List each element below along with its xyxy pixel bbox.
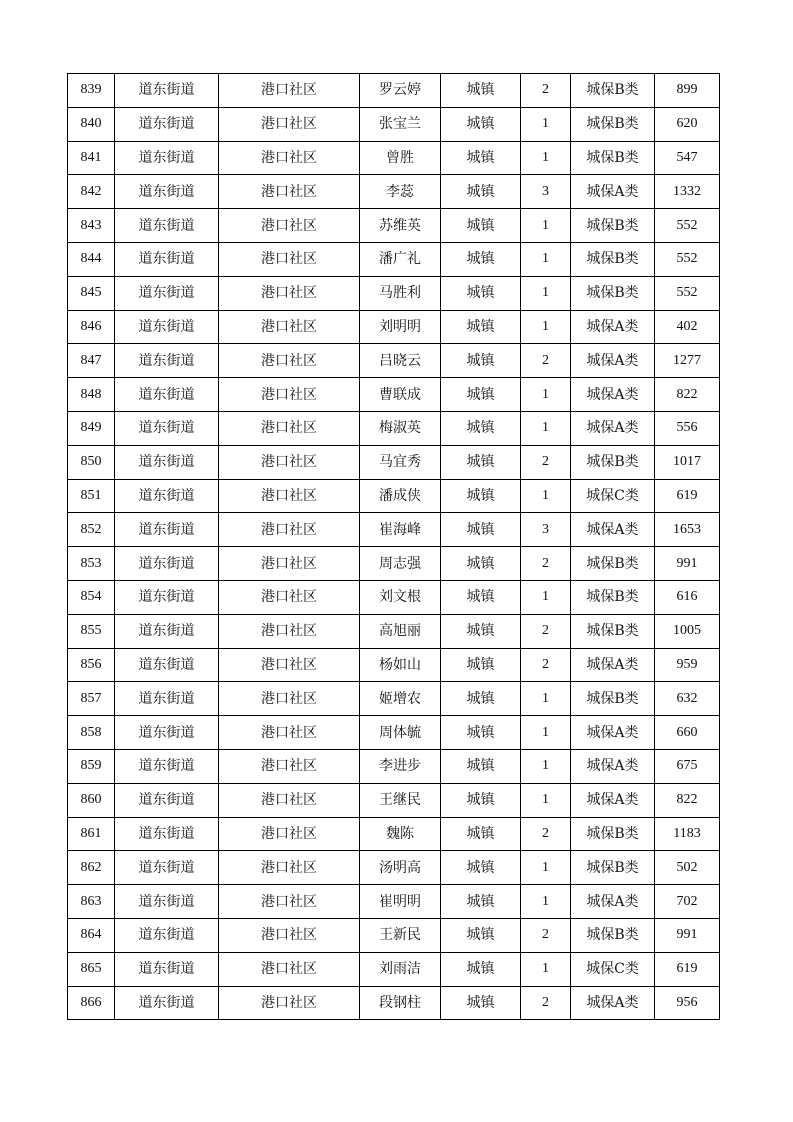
community-cell: 港口社区 bbox=[219, 986, 360, 1020]
table-row bbox=[68, 918, 720, 952]
household-type-cell: 城镇 bbox=[441, 580, 521, 614]
monthly-amount-cell: 956 bbox=[655, 986, 720, 1020]
family-size-cell: 1 bbox=[521, 580, 571, 614]
subdistrict-cell: 道东街道 bbox=[115, 885, 219, 919]
table-row bbox=[68, 513, 720, 547]
subdistrict-cell: 道东街道 bbox=[115, 783, 219, 817]
resident-name-cell: 汤明高 bbox=[360, 851, 441, 885]
resident-name-cell: 刘雨洁 bbox=[360, 952, 441, 986]
table-row bbox=[68, 682, 720, 716]
household-type-cell: 城镇 bbox=[441, 682, 521, 716]
resident-name-cell: 马宜秀 bbox=[360, 445, 441, 479]
household-type-cell: 城镇 bbox=[441, 783, 521, 817]
monthly-amount-cell: 702 bbox=[655, 885, 720, 919]
table-row bbox=[68, 952, 720, 986]
assistance-category-cell: 城保B类 bbox=[571, 74, 655, 108]
assistance-category-cell: 城保B类 bbox=[571, 918, 655, 952]
assistance-category-cell: 城保C类 bbox=[571, 952, 655, 986]
record-number-cell: 848 bbox=[68, 378, 115, 412]
assistance-category-cell: 城保B类 bbox=[571, 445, 655, 479]
table-row bbox=[68, 209, 720, 243]
community-cell: 港口社区 bbox=[219, 411, 360, 445]
record-number-cell: 841 bbox=[68, 141, 115, 175]
monthly-amount-cell: 552 bbox=[655, 242, 720, 276]
monthly-amount-cell: 619 bbox=[655, 952, 720, 986]
subdistrict-cell: 道东街道 bbox=[115, 411, 219, 445]
family-size-cell: 1 bbox=[521, 749, 571, 783]
subdistrict-cell: 道东街道 bbox=[115, 310, 219, 344]
assistance-category-cell: 城保B类 bbox=[571, 209, 655, 243]
community-cell: 港口社区 bbox=[219, 716, 360, 750]
subdistrict-cell: 道东街道 bbox=[115, 817, 219, 851]
assistance-category-cell: 城保A类 bbox=[571, 513, 655, 547]
subdistrict-cell: 道东街道 bbox=[115, 209, 219, 243]
table-row bbox=[68, 310, 720, 344]
record-number-cell: 845 bbox=[68, 276, 115, 310]
resident-name-cell: 张宝兰 bbox=[360, 107, 441, 141]
monthly-amount-cell: 547 bbox=[655, 141, 720, 175]
subdistrict-cell: 道东街道 bbox=[115, 513, 219, 547]
community-cell: 港口社区 bbox=[219, 107, 360, 141]
community-cell: 港口社区 bbox=[219, 918, 360, 952]
table-row bbox=[68, 175, 720, 209]
household-type-cell: 城镇 bbox=[441, 918, 521, 952]
resident-name-cell: 崔海峰 bbox=[360, 513, 441, 547]
monthly-amount-cell: 620 bbox=[655, 107, 720, 141]
assistance-category-cell: 城保B类 bbox=[571, 851, 655, 885]
assistance-category-cell: 城保A类 bbox=[571, 885, 655, 919]
family-size-cell: 1 bbox=[521, 310, 571, 344]
assistance-category-cell: 城保B类 bbox=[571, 817, 655, 851]
record-number-cell: 842 bbox=[68, 175, 115, 209]
family-size-cell: 2 bbox=[521, 445, 571, 479]
record-number-cell: 860 bbox=[68, 783, 115, 817]
community-cell: 港口社区 bbox=[219, 310, 360, 344]
record-number-cell: 844 bbox=[68, 242, 115, 276]
table-row bbox=[68, 648, 720, 682]
subdistrict-cell: 道东街道 bbox=[115, 851, 219, 885]
family-size-cell: 2 bbox=[521, 648, 571, 682]
table-row bbox=[68, 107, 720, 141]
subdistrict-cell: 道东街道 bbox=[115, 74, 219, 108]
community-cell: 港口社区 bbox=[219, 547, 360, 581]
community-cell: 港口社区 bbox=[219, 648, 360, 682]
family-size-cell: 1 bbox=[521, 682, 571, 716]
family-size-cell: 1 bbox=[521, 411, 571, 445]
subdistrict-cell: 道东街道 bbox=[115, 648, 219, 682]
table-row bbox=[68, 479, 720, 513]
assistance-category-cell: 城保B类 bbox=[571, 547, 655, 581]
monthly-amount-cell: 675 bbox=[655, 749, 720, 783]
household-type-cell: 城镇 bbox=[441, 445, 521, 479]
household-type-cell: 城镇 bbox=[441, 986, 521, 1020]
table-row bbox=[68, 276, 720, 310]
family-size-cell: 2 bbox=[521, 74, 571, 108]
subdistrict-cell: 道东街道 bbox=[115, 614, 219, 648]
record-number-cell: 865 bbox=[68, 952, 115, 986]
community-cell: 港口社区 bbox=[219, 141, 360, 175]
community-cell: 港口社区 bbox=[219, 682, 360, 716]
table-row bbox=[68, 242, 720, 276]
record-number-cell: 856 bbox=[68, 648, 115, 682]
resident-name-cell: 周体毓 bbox=[360, 716, 441, 750]
table-row bbox=[68, 547, 720, 581]
household-type-cell: 城镇 bbox=[441, 411, 521, 445]
community-cell: 港口社区 bbox=[219, 445, 360, 479]
household-type-cell: 城镇 bbox=[441, 547, 521, 581]
assistance-category-cell: 城保B类 bbox=[571, 141, 655, 175]
table-row bbox=[68, 885, 720, 919]
community-cell: 港口社区 bbox=[219, 242, 360, 276]
table-body bbox=[68, 74, 720, 1020]
resident-name-cell: 苏维英 bbox=[360, 209, 441, 243]
monthly-amount-cell: 616 bbox=[655, 580, 720, 614]
record-number-cell: 851 bbox=[68, 479, 115, 513]
household-type-cell: 城镇 bbox=[441, 479, 521, 513]
table-row bbox=[68, 716, 720, 750]
household-type-cell: 城镇 bbox=[441, 74, 521, 108]
record-number-cell: 853 bbox=[68, 547, 115, 581]
household-type-cell: 城镇 bbox=[441, 141, 521, 175]
community-cell: 港口社区 bbox=[219, 276, 360, 310]
monthly-amount-cell: 1277 bbox=[655, 344, 720, 378]
assistance-category-cell: 城保B类 bbox=[571, 276, 655, 310]
table-row bbox=[68, 580, 720, 614]
subdistrict-cell: 道东街道 bbox=[115, 276, 219, 310]
record-number-cell: 847 bbox=[68, 344, 115, 378]
table-row bbox=[68, 614, 720, 648]
resident-name-cell: 李进步 bbox=[360, 749, 441, 783]
resident-name-cell: 曹联成 bbox=[360, 378, 441, 412]
record-number-cell: 840 bbox=[68, 107, 115, 141]
record-number-cell: 854 bbox=[68, 580, 115, 614]
assistance-category-cell: 城保A类 bbox=[571, 749, 655, 783]
beneficiary-table bbox=[67, 73, 720, 1020]
subdistrict-cell: 道东街道 bbox=[115, 175, 219, 209]
assistance-category-cell: 城保B类 bbox=[571, 580, 655, 614]
subdistrict-cell: 道东街道 bbox=[115, 918, 219, 952]
subdistrict-cell: 道东街道 bbox=[115, 445, 219, 479]
family-size-cell: 1 bbox=[521, 851, 571, 885]
record-number-cell: 859 bbox=[68, 749, 115, 783]
table-row bbox=[68, 378, 720, 412]
monthly-amount-cell: 959 bbox=[655, 648, 720, 682]
record-number-cell: 862 bbox=[68, 851, 115, 885]
record-number-cell: 863 bbox=[68, 885, 115, 919]
community-cell: 港口社区 bbox=[219, 479, 360, 513]
assistance-category-cell: 城保A类 bbox=[571, 716, 655, 750]
family-size-cell: 2 bbox=[521, 986, 571, 1020]
table-row bbox=[68, 344, 720, 378]
community-cell: 港口社区 bbox=[219, 74, 360, 108]
subdistrict-cell: 道东街道 bbox=[115, 344, 219, 378]
household-type-cell: 城镇 bbox=[441, 276, 521, 310]
family-size-cell: 2 bbox=[521, 614, 571, 648]
community-cell: 港口社区 bbox=[219, 580, 360, 614]
subdistrict-cell: 道东街道 bbox=[115, 242, 219, 276]
community-cell: 港口社区 bbox=[219, 885, 360, 919]
record-number-cell: 858 bbox=[68, 716, 115, 750]
resident-name-cell: 刘明明 bbox=[360, 310, 441, 344]
assistance-category-cell: 城保B类 bbox=[571, 242, 655, 276]
subdistrict-cell: 道东街道 bbox=[115, 107, 219, 141]
family-size-cell: 1 bbox=[521, 209, 571, 243]
household-type-cell: 城镇 bbox=[441, 175, 521, 209]
assistance-category-cell: 城保A类 bbox=[571, 378, 655, 412]
household-type-cell: 城镇 bbox=[441, 209, 521, 243]
assistance-category-cell: 城保C类 bbox=[571, 479, 655, 513]
family-size-cell: 1 bbox=[521, 885, 571, 919]
subdistrict-cell: 道东街道 bbox=[115, 580, 219, 614]
household-type-cell: 城镇 bbox=[441, 851, 521, 885]
monthly-amount-cell: 822 bbox=[655, 783, 720, 817]
community-cell: 港口社区 bbox=[219, 209, 360, 243]
household-type-cell: 城镇 bbox=[441, 952, 521, 986]
household-type-cell: 城镇 bbox=[441, 107, 521, 141]
household-type-cell: 城镇 bbox=[441, 716, 521, 750]
resident-name-cell: 王继民 bbox=[360, 783, 441, 817]
table-row bbox=[68, 986, 720, 1020]
community-cell: 港口社区 bbox=[219, 952, 360, 986]
resident-name-cell: 李蕊 bbox=[360, 175, 441, 209]
monthly-amount-cell: 1017 bbox=[655, 445, 720, 479]
monthly-amount-cell: 660 bbox=[655, 716, 720, 750]
family-size-cell: 1 bbox=[521, 242, 571, 276]
table-row bbox=[68, 851, 720, 885]
table-row bbox=[68, 445, 720, 479]
family-size-cell: 1 bbox=[521, 479, 571, 513]
household-type-cell: 城镇 bbox=[441, 378, 521, 412]
community-cell: 港口社区 bbox=[219, 513, 360, 547]
monthly-amount-cell: 556 bbox=[655, 411, 720, 445]
monthly-amount-cell: 1332 bbox=[655, 175, 720, 209]
assistance-category-cell: 城保A类 bbox=[571, 344, 655, 378]
monthly-amount-cell: 1183 bbox=[655, 817, 720, 851]
resident-name-cell: 罗云婷 bbox=[360, 74, 441, 108]
subdistrict-cell: 道东街道 bbox=[115, 547, 219, 581]
record-number-cell: 839 bbox=[68, 74, 115, 108]
assistance-category-cell: 城保A类 bbox=[571, 648, 655, 682]
record-number-cell: 846 bbox=[68, 310, 115, 344]
resident-name-cell: 段钢柱 bbox=[360, 986, 441, 1020]
assistance-category-cell: 城保A类 bbox=[571, 986, 655, 1020]
monthly-amount-cell: 991 bbox=[655, 547, 720, 581]
assistance-category-cell: 城保A类 bbox=[571, 411, 655, 445]
record-number-cell: 866 bbox=[68, 986, 115, 1020]
subdistrict-cell: 道东街道 bbox=[115, 378, 219, 412]
family-size-cell: 1 bbox=[521, 783, 571, 817]
resident-name-cell: 潘广礼 bbox=[360, 242, 441, 276]
monthly-amount-cell: 552 bbox=[655, 276, 720, 310]
subdistrict-cell: 道东街道 bbox=[115, 479, 219, 513]
resident-name-cell: 王新民 bbox=[360, 918, 441, 952]
subdistrict-cell: 道东街道 bbox=[115, 716, 219, 750]
monthly-amount-cell: 552 bbox=[655, 209, 720, 243]
community-cell: 港口社区 bbox=[219, 378, 360, 412]
monthly-amount-cell: 991 bbox=[655, 918, 720, 952]
family-size-cell: 3 bbox=[521, 175, 571, 209]
resident-name-cell: 杨如山 bbox=[360, 648, 441, 682]
family-size-cell: 3 bbox=[521, 513, 571, 547]
record-number-cell: 857 bbox=[68, 682, 115, 716]
resident-name-cell: 高旭丽 bbox=[360, 614, 441, 648]
assistance-category-cell: 城保A类 bbox=[571, 310, 655, 344]
table-row bbox=[68, 783, 720, 817]
household-type-cell: 城镇 bbox=[441, 242, 521, 276]
table-row bbox=[68, 749, 720, 783]
community-cell: 港口社区 bbox=[219, 851, 360, 885]
resident-name-cell: 姬增农 bbox=[360, 682, 441, 716]
household-type-cell: 城镇 bbox=[441, 817, 521, 851]
resident-name-cell: 刘文根 bbox=[360, 580, 441, 614]
record-number-cell: 864 bbox=[68, 918, 115, 952]
resident-name-cell: 梅淑英 bbox=[360, 411, 441, 445]
family-size-cell: 1 bbox=[521, 952, 571, 986]
monthly-amount-cell: 402 bbox=[655, 310, 720, 344]
record-number-cell: 843 bbox=[68, 209, 115, 243]
household-type-cell: 城镇 bbox=[441, 885, 521, 919]
family-size-cell: 1 bbox=[521, 141, 571, 175]
family-size-cell: 2 bbox=[521, 817, 571, 851]
record-number-cell: 850 bbox=[68, 445, 115, 479]
monthly-amount-cell: 632 bbox=[655, 682, 720, 716]
monthly-amount-cell: 502 bbox=[655, 851, 720, 885]
family-size-cell: 1 bbox=[521, 107, 571, 141]
household-type-cell: 城镇 bbox=[441, 310, 521, 344]
household-type-cell: 城镇 bbox=[441, 614, 521, 648]
family-size-cell: 1 bbox=[521, 378, 571, 412]
family-size-cell: 2 bbox=[521, 547, 571, 581]
resident-name-cell: 潘成侠 bbox=[360, 479, 441, 513]
household-type-cell: 城镇 bbox=[441, 749, 521, 783]
assistance-category-cell: 城保A类 bbox=[571, 783, 655, 817]
community-cell: 港口社区 bbox=[219, 175, 360, 209]
table-row bbox=[68, 141, 720, 175]
resident-name-cell: 周志强 bbox=[360, 547, 441, 581]
household-type-cell: 城镇 bbox=[441, 513, 521, 547]
subdistrict-cell: 道东街道 bbox=[115, 682, 219, 716]
resident-name-cell: 魏陈 bbox=[360, 817, 441, 851]
community-cell: 港口社区 bbox=[219, 783, 360, 817]
community-cell: 港口社区 bbox=[219, 344, 360, 378]
assistance-category-cell: 城保A类 bbox=[571, 175, 655, 209]
monthly-amount-cell: 899 bbox=[655, 74, 720, 108]
resident-name-cell: 马胜利 bbox=[360, 276, 441, 310]
community-cell: 港口社区 bbox=[219, 817, 360, 851]
family-size-cell: 2 bbox=[521, 918, 571, 952]
subdistrict-cell: 道东街道 bbox=[115, 141, 219, 175]
record-number-cell: 861 bbox=[68, 817, 115, 851]
monthly-amount-cell: 619 bbox=[655, 479, 720, 513]
resident-name-cell: 吕晓云 bbox=[360, 344, 441, 378]
family-size-cell: 1 bbox=[521, 716, 571, 750]
record-number-cell: 852 bbox=[68, 513, 115, 547]
table-row bbox=[68, 817, 720, 851]
community-cell: 港口社区 bbox=[219, 749, 360, 783]
family-size-cell: 2 bbox=[521, 344, 571, 378]
subdistrict-cell: 道东街道 bbox=[115, 749, 219, 783]
household-type-cell: 城镇 bbox=[441, 344, 521, 378]
resident-name-cell: 曾胜 bbox=[360, 141, 441, 175]
family-size-cell: 1 bbox=[521, 276, 571, 310]
assistance-category-cell: 城保B类 bbox=[571, 682, 655, 716]
monthly-amount-cell: 822 bbox=[655, 378, 720, 412]
monthly-amount-cell: 1653 bbox=[655, 513, 720, 547]
record-number-cell: 849 bbox=[68, 411, 115, 445]
community-cell: 港口社区 bbox=[219, 614, 360, 648]
table-row bbox=[68, 74, 720, 108]
subdistrict-cell: 道东街道 bbox=[115, 986, 219, 1020]
household-type-cell: 城镇 bbox=[441, 648, 521, 682]
assistance-category-cell: 城保B类 bbox=[571, 614, 655, 648]
resident-name-cell: 崔明明 bbox=[360, 885, 441, 919]
assistance-category-cell: 城保B类 bbox=[571, 107, 655, 141]
monthly-amount-cell: 1005 bbox=[655, 614, 720, 648]
subdistrict-cell: 道东街道 bbox=[115, 952, 219, 986]
record-number-cell: 855 bbox=[68, 614, 115, 648]
table-row bbox=[68, 411, 720, 445]
